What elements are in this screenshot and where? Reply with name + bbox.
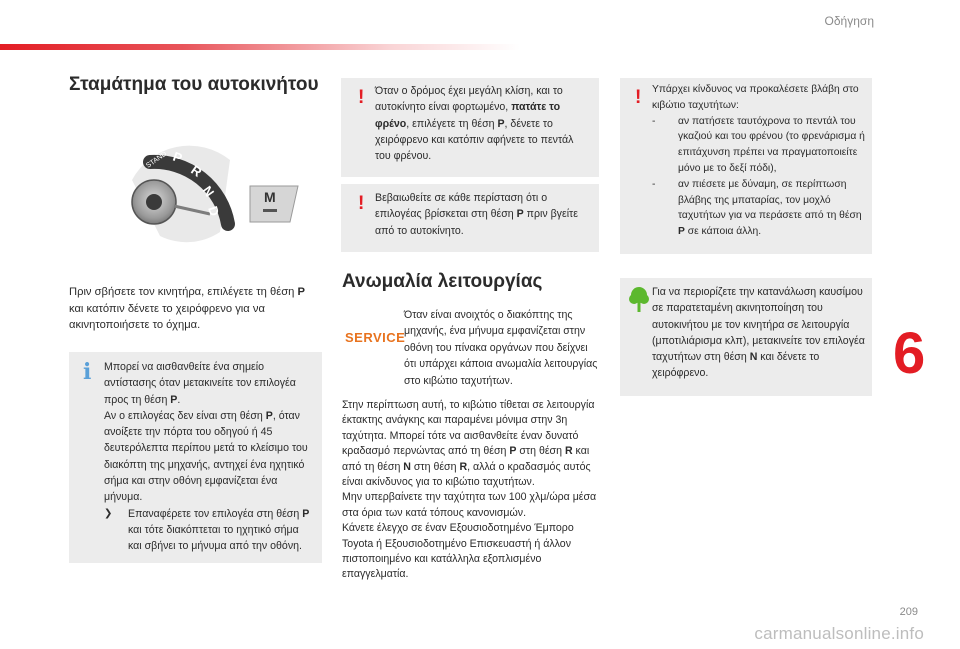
warning-icon: ! bbox=[635, 87, 642, 108]
watermark: carmanualsonline.info bbox=[754, 624, 924, 643]
warning-box-slope bbox=[341, 78, 599, 177]
gear-selector-illustration bbox=[120, 140, 320, 252]
info-icon: i bbox=[83, 359, 92, 385]
warning-icon: ! bbox=[358, 87, 365, 108]
malfunction-body: Στην περίπτωση αυτή, το κιβώτιο τίθεται σε λειτουργία έκτακτης ανάγκης και παραμένει μόνιμα στην 3η ταχύτητα. Μπορεί τότε να αισθανθείτε έναν δυνατό κραδασμό περνώντας από τη θέση P στη θέση R και από τη θέση N στη θέση R, αλλά ο κραδασμός αυτός είναι ακίνδυνος για το κιβώτιο ταχυτήτων. Μην υπερβαίνετε την ταχύτητα των 100 χλμ/ώρα μέσα στα όρια των κατά τόπους κανονισμών. Κάνετε έλεγχο σε έναν Εξουσιοδοτημένο Έμπορο Toyota ή Εξουσιοδοτημένο Επισκευαστή ή άλλον πιστοποιημένο και κατάλληλα εξοπλισμένο επαγγελματία. bbox=[342, 399, 597, 581]
warning-icon: ! bbox=[358, 193, 365, 214]
warning-box-park bbox=[341, 184, 599, 252]
page-number: 209 bbox=[899, 606, 918, 618]
list-item: - αν πατήσετε ταυτόχρονα το πεντάλ του γκαζιού και του φρένου (το φρενάρισμα ή επιτάχυνση πρέπει να πραγματοποιείτε μόνο με το δεξί πόδι), bbox=[652, 115, 865, 174]
gear-letter-d: D bbox=[205, 204, 223, 218]
gear-letter-n: N bbox=[199, 183, 218, 200]
eco-tree-icon bbox=[628, 286, 650, 314]
warning-box-damage-text bbox=[652, 82, 866, 240]
gear-letter-r: R bbox=[188, 162, 205, 180]
chapter-number: 6 bbox=[893, 321, 926, 386]
info-box bbox=[69, 352, 322, 563]
service-paragraph: Όταν είναι ανοιχτός ο διακόπτης της μηχανής, ένα μήνυμα εμφανίζεται στην οθόνη του πίνακα οργάνων που δείχνει ότι υπάρχει κάποια ανωμαλία λειτουργίας στο κιβώτιο ταχυτήτων. bbox=[404, 309, 598, 387]
manual-mode-indicator bbox=[263, 209, 277, 212]
eco-tip-text: Για να περιορίζετε την κατανάλωση καυσίμου σε παρατεταμένη ακινητοποίηση του αυτοκινήτου με τον κινητήρα σε λειτουργία (μποτιλιάρισμα κλπ), μετακινείτε τον επιλογέα ταχυτήτων στη θέση N και δένετε το χειρόφρενο. bbox=[652, 286, 865, 380]
manual-mode-label: M bbox=[264, 189, 276, 205]
gear-knob-center bbox=[146, 194, 162, 210]
warning-box-damage bbox=[620, 78, 872, 254]
section-label: Οδήγηση bbox=[824, 14, 874, 28]
list-item: - αν πιέσετε με δύναμη, σε περίπτωση βλάβης της μπαταρίας, τον μοχλό ταχυτήτων για να περάσετε από τη θέση P σε κάποια άλλη. bbox=[652, 178, 862, 238]
section-title-malfunction: Ανωμαλία λειτουργίας bbox=[342, 271, 543, 292]
header-accent-bar bbox=[0, 44, 520, 50]
arrow-right-icon: ❯ bbox=[104, 507, 113, 519]
info-box-arrow-item: ❯ Επαναφέρετε τον επιλογέα στη θέση P και τότε διακόπτεται το ηχητικό σήμα και σβήνει το μήνυμα από την οθόνη. bbox=[104, 507, 310, 553]
warning-box-park-text: Βεβαιωθείτε σε κάθε περίσταση ότι ο επιλογέας βρίσκεται στη θέση P πριν βγείτε από το αυτοκίνητο. bbox=[375, 192, 578, 237]
eco-tip-box bbox=[620, 278, 872, 396]
warning-intro: Υπάρχει κίνδυνος να προκαλέσετε βλάβη στο κιβώτιο ταχυτήτων: bbox=[652, 84, 859, 111]
info-box-text: Μπορεί να αισθανθείτε ένα σημείο αντίστασης όταν μετακινείτε τον επιλογέα προς τη θέση P. Αν ο επιλογέας δεν είναι στη θέση P, όταν ανοίξετε την πόρτα του οδηγού ή 45 δευτερόλεπτα περίπου μετά το κλείσιμο του διακόπτη της μηχανής, αντηχεί ένα ηχητικό σήμα και στην οθόνη εμφανίζεται ένα μήνυμα. ❯ Επαναφέρετε τον επιλογέα στη θέση P και τότε διακόπτεται το ηχητικό σήμα και σβήνει το μήνυμα από την οθόνη. bbox=[104, 359, 312, 555]
warning-box-slope-text: Όταν ο δρόμος έχει μεγάλη κλίση, και το αυτοκίνητο είναι φορτωμένο, πατάτε το φρένο, επιλέγετε τη θέση P, δένετε το χειρόφρενο και κατόπιν αφήνετε το πεντάλ του φρένου. bbox=[375, 85, 574, 163]
section-title-stopping: Σταμάτημα του αυτοκινήτου bbox=[69, 74, 319, 95]
gear-small-text: STAND bbox=[145, 150, 169, 170]
service-warning-icon: SERVICE bbox=[345, 330, 406, 345]
warning-list bbox=[652, 114, 866, 240]
gear-letter-p: P bbox=[170, 148, 185, 166]
stopping-paragraph: Πριν σβήσετε τον κινητήρα, επιλέγετε τη θέση P και κατόπιν δένετε το χειρόφρενο για να ακινητοποιήσετε το όχημα. bbox=[69, 286, 305, 332]
